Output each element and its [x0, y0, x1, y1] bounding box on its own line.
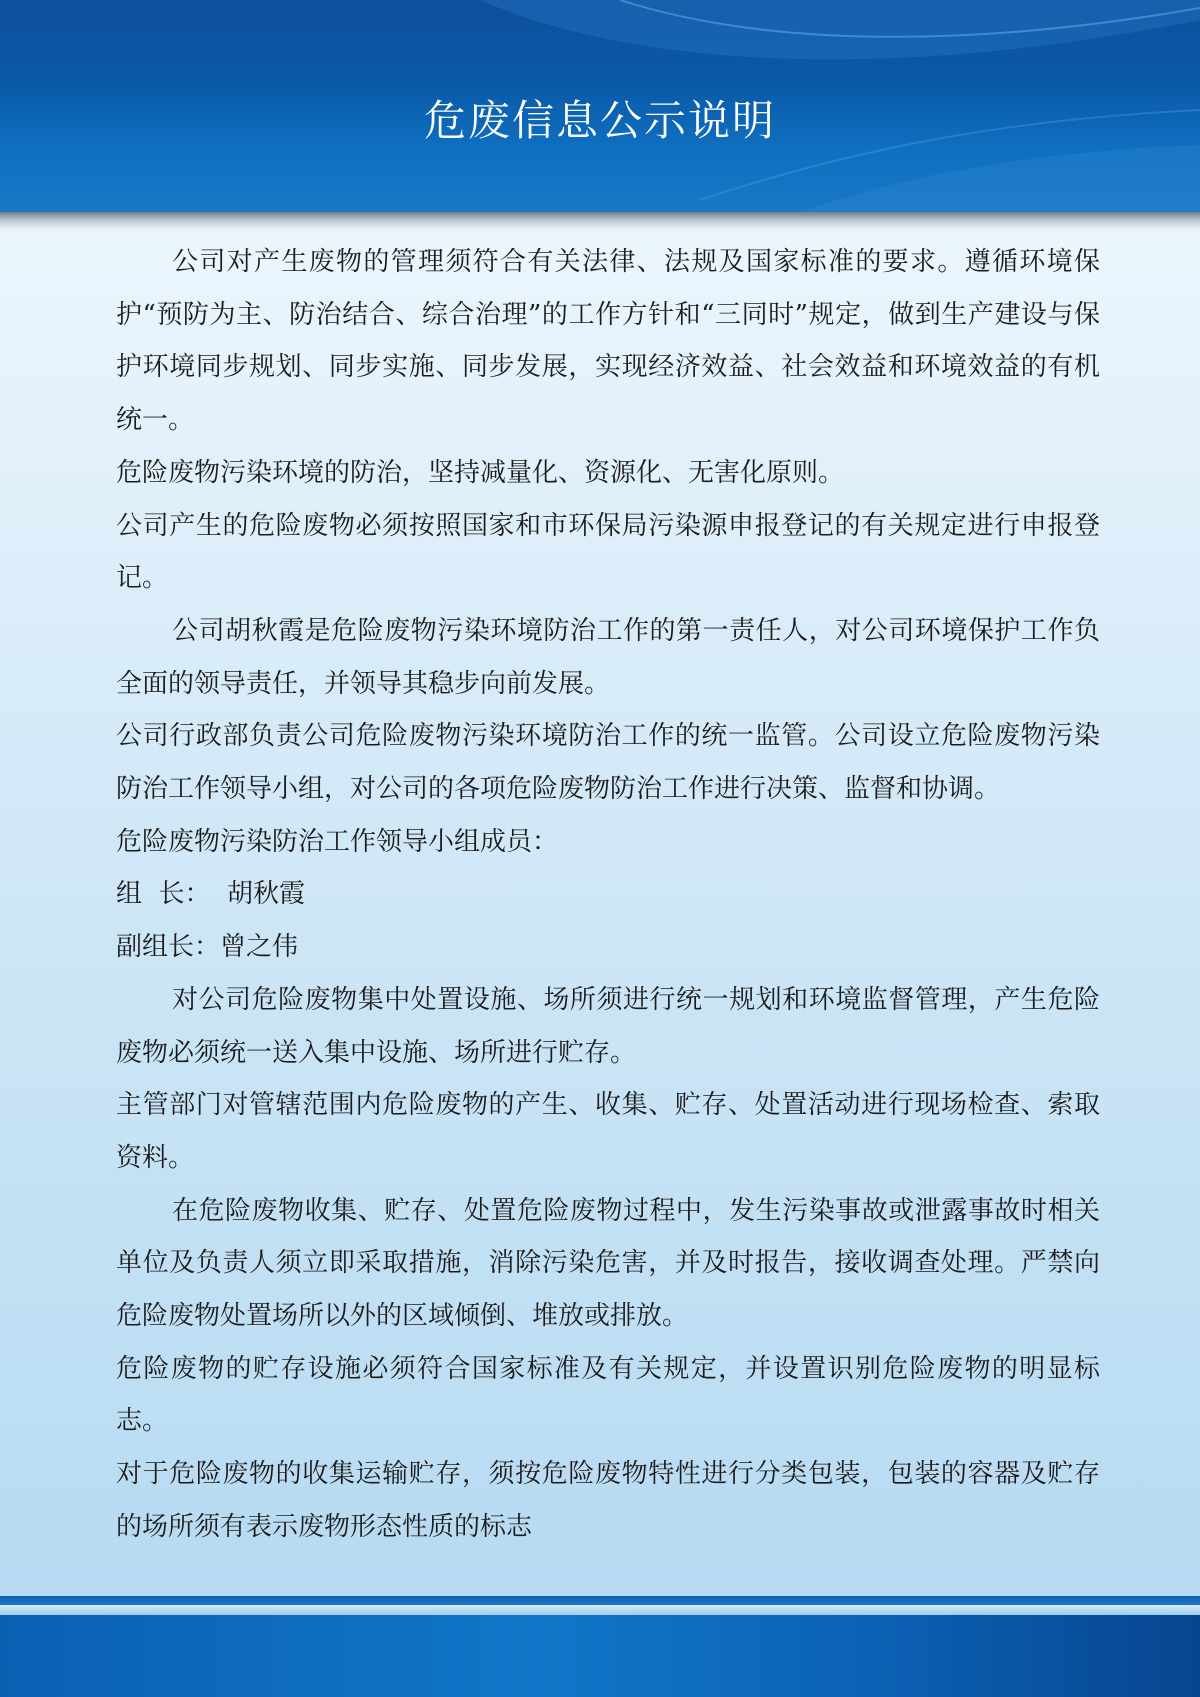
- notice-body: [116, 236, 1100, 1554]
- header-shadow-divider: [0, 212, 1200, 234]
- paragraph-3: 公司产生的危险废物必须按照国家和市环保局污染源申报登记的有关规定进行申报登记。: [116, 510, 1100, 594]
- paragraph-11: 在危险废物收集、贮存、处置危险废物过程中，发生污染事故或泄露事故时相关单位及负责人须立即采取措施，消除污染危害，并及时报告，接收调查处理。严禁向危险废物处置场所以外的区域倾倒、堆放或排放。: [116, 1195, 1100, 1332]
- paragraph-2: 危险废物污染环境的防治，坚持减量化、资源化、无害化原则。: [116, 457, 845, 488]
- page-title: 危废信息公示说明: [423, 96, 776, 145]
- paragraph-4: 公司胡秋霞是危险废物污染环境防治工作的第一责任人，对公司环境保护工作负全面的领导责任，并领导其稳步向前发展。: [116, 615, 1100, 699]
- paragraph-13: 对于危险废物的收集运输贮存，须按危险废物特性进行分类包装，包装的容器及贮存的场所须有表示废物形态性质的标志: [116, 1459, 1100, 1542]
- footer-banner: [0, 1615, 1200, 1697]
- footer-stripe: [0, 1596, 1200, 1605]
- paragraph-12: 危险废物的贮存设施必须符合国家标准及有关规定，并设置识别危险废物的明显标志。: [116, 1353, 1100, 1437]
- paragraph-1: 公司对产生废物的管理须符合有关法律、法规及国家标准的要求。遵循环境保护“预防为主、防治结合、综合治理”的工作方针和“三同时”规定，做到生产建设与保护环境同步规划、同步实施、同步发展，实现经济效益、社会效益和环境效益的有机统一。: [116, 247, 1100, 436]
- footer-highlight: [0, 1605, 1200, 1615]
- header-banner: [0, 0, 1200, 212]
- deputy-leader-line: 副组长：曾之伟: [116, 932, 299, 963]
- paragraph-10: 主管部门对管辖范围内危险废物的产生、收集、贮存、处置活动进行现场检查、索取资料。: [116, 1090, 1100, 1173]
- paragraph-9: 对公司危险废物集中处置设施、场所须进行统一规划和环境监督管理，产生危险废物必须统一送入集中设施、场所进行贮存。: [116, 984, 1100, 1068]
- paragraph-6: 危险废物污染防治工作领导小组成员：: [116, 826, 559, 857]
- paragraph-5: 公司行政部负责公司危险废物污染环境防治工作的统一监管。公司设立危险废物污染防治工作领导小组，对公司的各项危险废物防治工作进行决策、监督和协调。: [116, 721, 1100, 805]
- group-leader-line: 组 长： 胡秋霞: [116, 879, 306, 910]
